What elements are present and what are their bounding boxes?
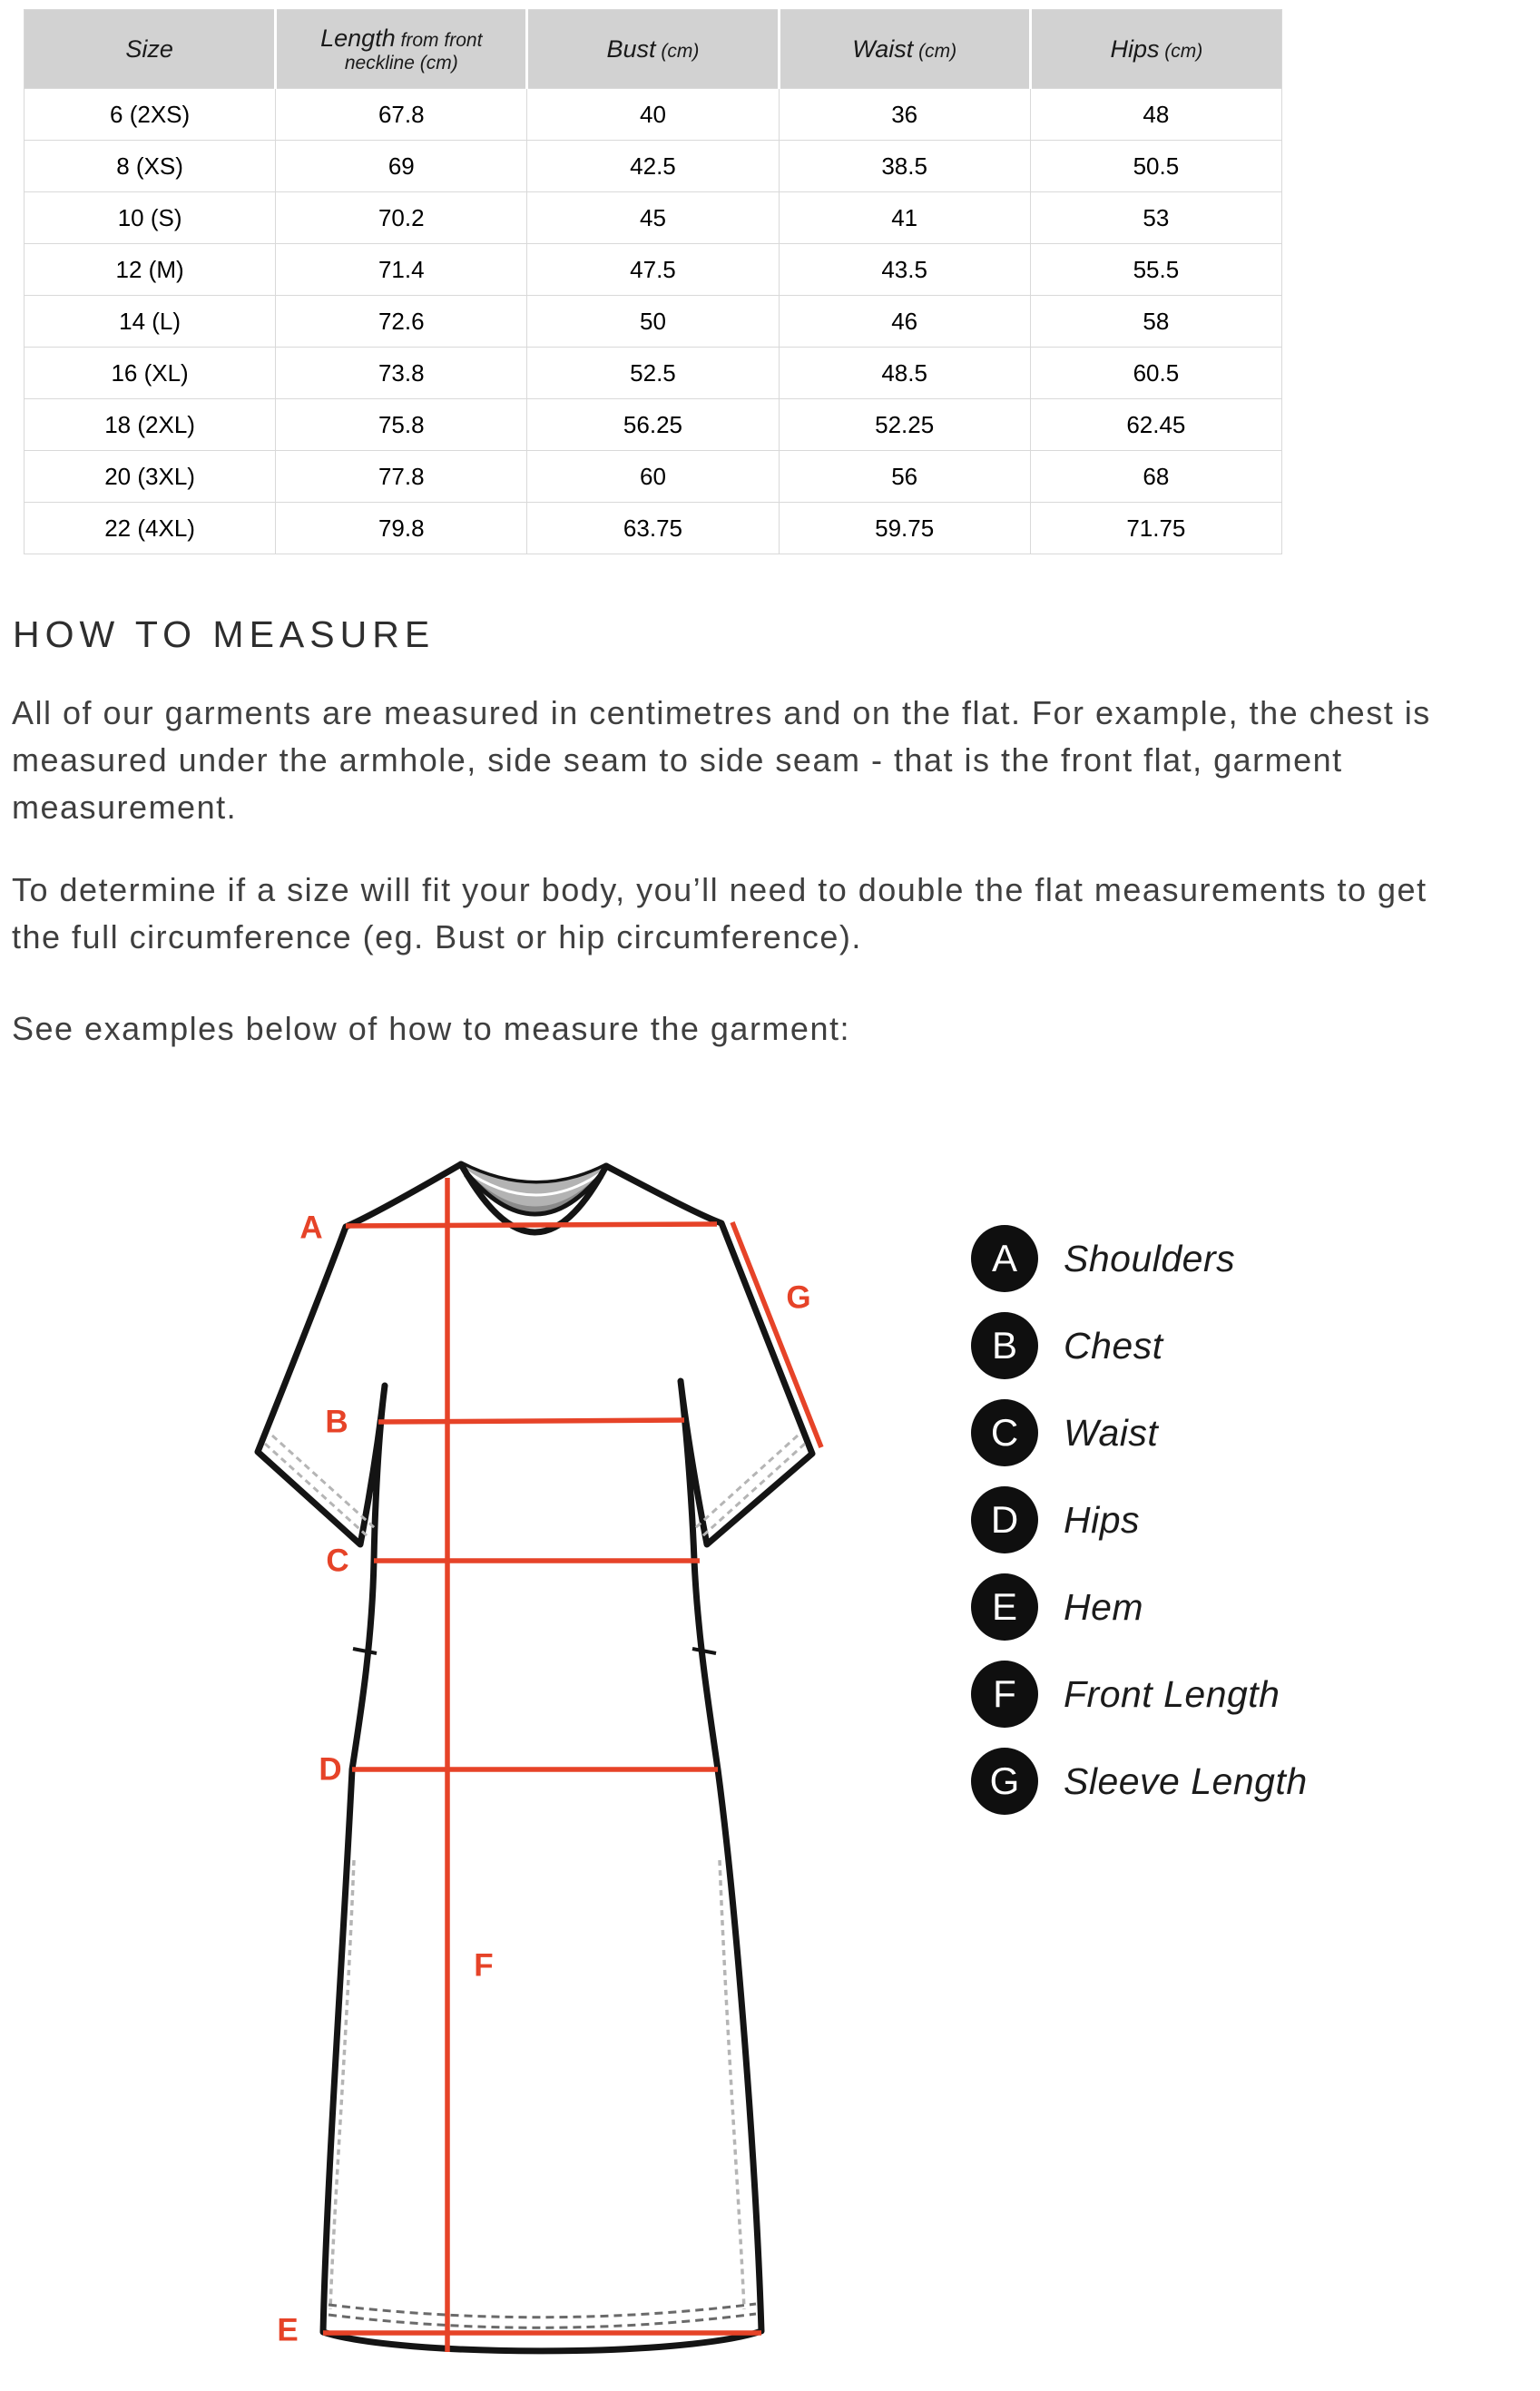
legend-item-label: Hips xyxy=(1064,1498,1141,1541)
legend-item xyxy=(971,1486,1308,1553)
table-row xyxy=(25,192,1282,244)
table-cell: 60 xyxy=(527,451,779,503)
table-row xyxy=(25,503,1282,554)
table-cell: 79.8 xyxy=(276,503,527,554)
legend-item xyxy=(971,1312,1308,1379)
table-cell: 62.45 xyxy=(1030,399,1281,451)
table-cell: 22 (4XL) xyxy=(25,503,276,554)
table-cell: 77.8 xyxy=(276,451,527,503)
table-cell: 50.5 xyxy=(1030,141,1281,192)
header-row xyxy=(25,10,1282,89)
table-row xyxy=(25,244,1282,296)
legend-letter-badge: A xyxy=(971,1225,1038,1292)
legend-item xyxy=(971,1225,1308,1292)
table-cell: 50 xyxy=(527,296,779,348)
column-header-label: Bust xyxy=(606,34,656,63)
table-cell: 59.75 xyxy=(779,503,1030,554)
marker-g: G xyxy=(786,1279,811,1316)
measure-line-chest xyxy=(378,1420,684,1422)
table-cell: 56 xyxy=(779,451,1030,503)
table-cell: 42.5 xyxy=(527,141,779,192)
column-header-unit: (cm) xyxy=(1159,40,1203,62)
table-row xyxy=(25,89,1282,141)
marker-e: E xyxy=(277,2312,299,2348)
size-chart-body xyxy=(25,89,1282,554)
measure-paragraph-2: To determine if a size will fit your body, you’ll need to double the flat measurements to get the full circumference (eg. Bust or hip circumference). xyxy=(12,871,1427,955)
column-header xyxy=(25,10,276,89)
legend-item-label: Hem xyxy=(1064,1585,1144,1628)
column-header-label: Size xyxy=(125,34,173,63)
legend-item-label: Chest xyxy=(1064,1324,1163,1367)
measure-paragraph-3: See examples below of how to measure the garment: xyxy=(12,1010,850,1047)
table-cell: 71.75 xyxy=(1030,503,1281,554)
measure-line-shoulders xyxy=(346,1224,717,1226)
table-cell: 68 xyxy=(1030,451,1281,503)
table-cell: 67.8 xyxy=(276,89,527,141)
measure-paragraph-1: All of our garments are measured in centimetres and on the flat. For example, the chest is measured under the armhole, side seam to side seam - that is the front flat, garment measurement. xyxy=(12,694,1431,826)
table-cell: 10 (S) xyxy=(25,192,276,244)
table-cell: 8 (XS) xyxy=(25,141,276,192)
marker-f: F xyxy=(474,1947,494,1984)
table-cell: 6 (2XS) xyxy=(25,89,276,141)
column-header-unit: (cm) xyxy=(913,40,957,62)
column-header xyxy=(779,10,1030,89)
table-row xyxy=(25,399,1282,451)
table-cell: 48 xyxy=(1030,89,1281,141)
table-cell: 43.5 xyxy=(779,244,1030,296)
table-cell: 71.4 xyxy=(276,244,527,296)
table-cell: 60.5 xyxy=(1030,348,1281,399)
legend-letter-badge: E xyxy=(971,1573,1038,1641)
marker-b: B xyxy=(325,1404,348,1440)
column-header xyxy=(1030,10,1281,89)
column-header-unit: (cm) xyxy=(655,40,700,62)
legend-item xyxy=(971,1748,1308,1815)
table-row xyxy=(25,348,1282,399)
size-chart-header xyxy=(25,10,1282,89)
column-header-unit: from front neckline (cm) xyxy=(344,29,483,73)
table-cell: 36 xyxy=(779,89,1030,141)
table-row xyxy=(25,451,1282,503)
table-cell: 73.8 xyxy=(276,348,527,399)
table-cell: 63.75 xyxy=(527,503,779,554)
table-cell: 18 (2XL) xyxy=(25,399,276,451)
legend-letter-badge: G xyxy=(971,1748,1038,1815)
legend-item xyxy=(971,1661,1308,1728)
table-row xyxy=(25,141,1282,192)
table-cell: 69 xyxy=(276,141,527,192)
table-cell: 16 (XL) xyxy=(25,348,276,399)
table-cell: 41 xyxy=(779,192,1030,244)
table-cell: 20 (3XL) xyxy=(25,451,276,503)
table-cell: 14 (L) xyxy=(25,296,276,348)
marker-d: D xyxy=(319,1751,342,1788)
table-cell: 46 xyxy=(779,296,1030,348)
legend-item-label: Front Length xyxy=(1064,1672,1280,1715)
column-header-label: Hips xyxy=(1110,34,1160,63)
table-cell: 12 (M) xyxy=(25,244,276,296)
legend-item-label: Sleeve Length xyxy=(1064,1759,1308,1802)
table-cell: 47.5 xyxy=(527,244,779,296)
legend-letter-badge: D xyxy=(971,1486,1038,1553)
marker-c: C xyxy=(326,1543,349,1579)
garment-measurement-diagram xyxy=(236,1134,835,2381)
table-cell: 48.5 xyxy=(779,348,1030,399)
table-cell: 52.5 xyxy=(527,348,779,399)
table-cell: 52.25 xyxy=(779,399,1030,451)
legend-item xyxy=(971,1573,1308,1641)
marker-a: A xyxy=(299,1210,323,1246)
table-cell: 53 xyxy=(1030,192,1281,244)
how-to-measure-heading: HOW TO MEASURE xyxy=(13,613,436,655)
legend-letter-badge: C xyxy=(971,1399,1038,1466)
measurement-legend xyxy=(971,1225,1308,1835)
column-header xyxy=(527,10,779,89)
table-cell: 45 xyxy=(527,192,779,244)
size-chart-table xyxy=(24,9,1282,554)
table-cell: 75.8 xyxy=(276,399,527,451)
table-row xyxy=(25,296,1282,348)
table-cell: 55.5 xyxy=(1030,244,1281,296)
table-cell: 40 xyxy=(527,89,779,141)
table-cell: 70.2 xyxy=(276,192,527,244)
legend-item xyxy=(971,1399,1308,1466)
legend-item-label: Shoulders xyxy=(1064,1237,1236,1279)
dress-diagram-svg xyxy=(236,1134,835,2386)
column-header-label: Length xyxy=(320,24,396,52)
table-cell: 38.5 xyxy=(779,141,1030,192)
table-cell: 72.6 xyxy=(276,296,527,348)
legend-letter-badge: F xyxy=(971,1661,1038,1728)
legend-item-label: Waist xyxy=(1064,1411,1159,1454)
table-cell: 58 xyxy=(1030,296,1281,348)
column-header xyxy=(276,10,527,89)
table-cell: 56.25 xyxy=(527,399,779,451)
column-header-label: Waist xyxy=(852,34,914,63)
legend-letter-badge: B xyxy=(971,1312,1038,1379)
